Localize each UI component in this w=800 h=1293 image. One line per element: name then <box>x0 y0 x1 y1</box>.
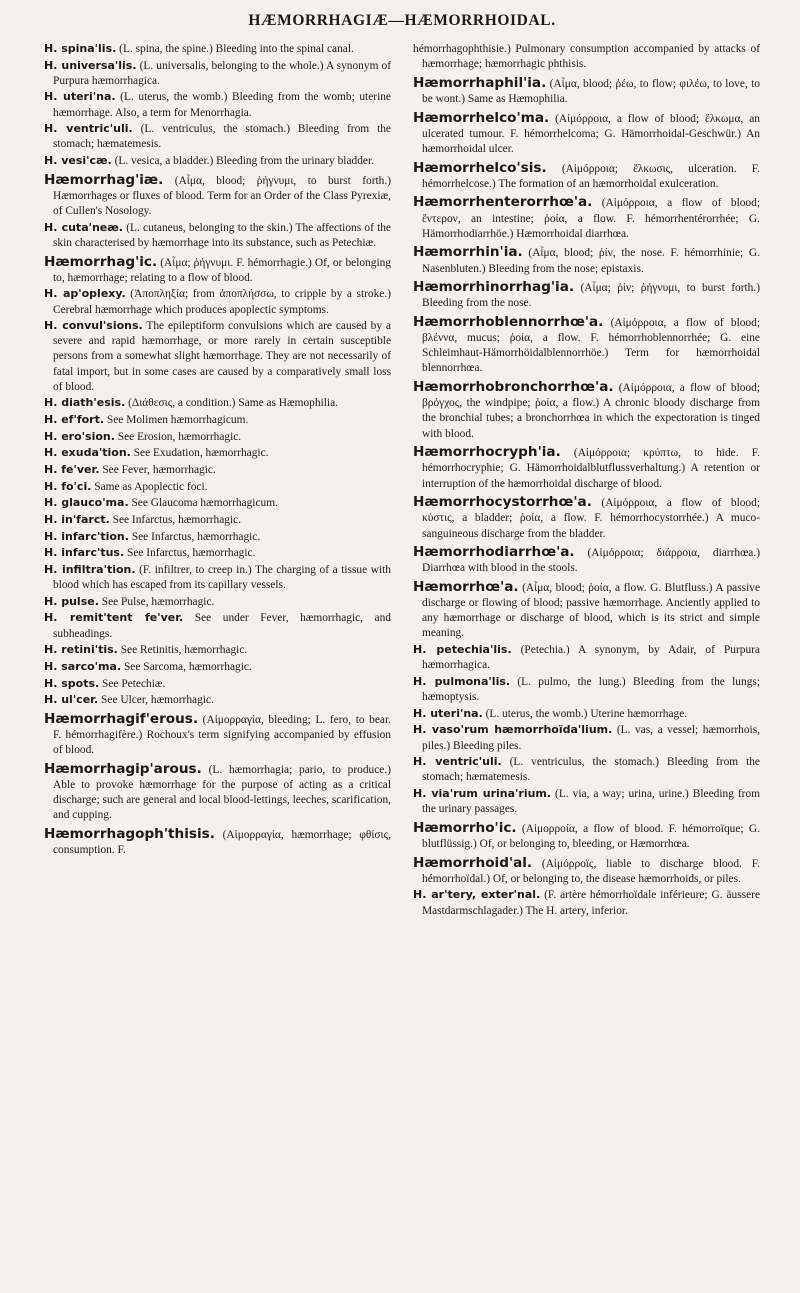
entry-headword: H. remit'tent fe'ver. <box>44 611 184 625</box>
entry-definition: (L. cutaneus, belonging to the skin.) The affections of the skin characterised by hæmorrhage into its substance, such as Petechiæ. <box>53 221 391 249</box>
dictionary-entry <box>44 221 391 251</box>
entry-definition: (Αἱμόρροια, a flow of blood; κύστις, a bladder; ῥοία, a flow. F. hémorrhocystorrhée.) A muco-sanguineous discharge from the bladder. <box>422 497 760 540</box>
entry-definition: See Glaucoma hæmorrhagicum. <box>128 497 278 510</box>
entry-headword: H. uteri'na. <box>413 706 483 720</box>
entry-headword: Hæmorrho'ic. <box>413 819 517 836</box>
dictionary-entry <box>413 723 760 753</box>
entry-headword: H. ventric'uli. <box>413 755 502 769</box>
entry-definition: (Αἷμα, blood; ῥέω, to flow; φιλέω, to love, to be wont.) Same as Hæmophilia. <box>422 77 760 105</box>
entry-headword: Hæmorrhœ'a. <box>413 579 519 595</box>
dictionary-entry <box>44 413 391 428</box>
dictionary-entry <box>413 787 760 817</box>
dictionary-entry <box>44 825 391 858</box>
dictionary-entry <box>413 819 760 852</box>
dictionary-entry <box>44 710 391 758</box>
dictionary-entry <box>44 677 391 692</box>
entry-definition: (L. uterus, the womb.) Bleeding from the womb; uterine hæmorrhage. Also, a term for Menorrhagia. <box>53 91 391 119</box>
columns <box>44 42 760 920</box>
entry-definition: (Αἱμόρροια; κρύπτω, to hide. F. hémorrhocryphie; G. Hämorrhoidalblutflussverhaltung.) A retention or interruption of the hæmorrhoidal discharge of blood. <box>422 447 760 490</box>
entry-definition: (Αἷμα; ῥίν; ῥήγνυμι, to burst forth.) Bleeding from the nose. <box>422 282 760 310</box>
entry-definition: See Fever, hæmorrhagic. <box>99 464 216 477</box>
entry-definition: (Αἷμα, blood; ῥίν, the nose. F. hémorrhinie; G. Nasenbluten.) Bleeding from the nose; epistaxis. <box>422 247 760 275</box>
entry-definition: See Petechiæ. <box>99 677 166 690</box>
entry-definition: See Erosion, hæmorrhagic. <box>114 430 242 443</box>
dictionary-entry <box>413 42 760 72</box>
entry-definition: See Ulcer, hæmorrhagic. <box>98 694 214 707</box>
dictionary-entry <box>44 42 391 57</box>
dictionary-entry <box>44 546 391 561</box>
dictionary-entry <box>44 643 391 658</box>
entry-headword: H. in'farct. <box>44 513 110 527</box>
entry-definition: (L. spina, the spine.) Bleeding into the spinal canal. <box>116 43 354 55</box>
entry-definition: (Αἷμα, blood; ῥήγνυμι, to burst forth.) Hæmorrhages or fluxes of blood. Term for an Order of the Class Pyrexiæ, of Cullen's Nosology. <box>53 174 391 218</box>
entry-definition: (Αἷμα; ῥήγνυμι. F. hémorrhagie.) Of, or belonging to, hæmorrhage; relating to a flow of blood. <box>53 256 391 284</box>
entry-definition: (Αἱμορραγία, hæmorrhage; φθίσις, consumption. F. <box>53 829 391 857</box>
entry-definition: Same as Apoplectic foci. <box>91 480 208 493</box>
entry-headword: Hæmorrhenterorrhœ'a. <box>413 194 593 211</box>
entry-definition: (L. universalis, belonging to the whole.) A synonym of Purpura hæmorrhagica. <box>53 59 391 87</box>
dictionary-entry <box>44 90 391 120</box>
dictionary-entry <box>44 463 391 478</box>
entry-definition: (L. ventriculus, the stomach.) Bleeding from the stomach; hæmatemesis. <box>53 123 391 151</box>
entry-headword: Hæmorrhinorrhag'ia. <box>413 279 575 296</box>
entry-headword: H. via'rum urina'rium. <box>413 787 552 801</box>
entry-headword: H. spina'lis. <box>44 42 117 55</box>
entry-headword: H. fo'ci. <box>44 479 92 493</box>
left-column <box>44 42 391 920</box>
dictionary-entry <box>413 854 760 887</box>
entry-definition: See Pulse, hæmorrhagic. <box>98 595 215 608</box>
entry-headword: H. pulse. <box>44 594 99 608</box>
entry-definition: (Αἱμόρροϊς, liable to discharge blood. F. hémorrhoïdal.) Of, or belonging to, the disease hæmorrhoids, or piles. <box>422 857 760 885</box>
entry-definition: (F. infiltrer, to creep in.) The charging of a tissue with blood which has escaped from its capillary vessels. <box>53 564 391 592</box>
dictionary-entry <box>44 171 391 219</box>
entry-headword: H. ul'cer. <box>44 693 99 707</box>
dictionary-entry <box>44 253 391 286</box>
entry-headword: H. convul'sions. <box>44 319 143 333</box>
right-column <box>413 42 760 920</box>
dictionary-entry <box>413 313 760 377</box>
dictionary-entry <box>413 888 760 918</box>
entry-headword: H. glauco'ma. <box>44 496 129 510</box>
dictionary-entry <box>413 543 760 576</box>
entry-definition: (Αἱμόρροια; ἕλκωσις, ulceration. F. hémorrhelcose.) The formation of an hæmorrhoidal exulceration. <box>422 162 760 190</box>
dictionary-entry <box>44 563 391 593</box>
running-head: HÆMORRHAGIÆ—HÆMORRHOIDAL. <box>248 12 556 29</box>
entry-definition: (L. via, a way; urina, urine.) Bleeding from the urinary passages. <box>422 788 761 816</box>
entry-definition: (F. artère hémorrhoïdale inférieure; G. äussere Mastdarmschlagader.) The H. artery, inferior. <box>422 889 760 917</box>
dictionary-entry <box>413 675 760 705</box>
entry-definition: The epileptiform convulsions which are caused by a severe and rapid hæmorrhage, or more rarely in certain susceptible persons from a somewhat slight hæmorrhage. They are not necessarily of fatal import, but in some cases are caused by a comparatively small loss of blood. <box>53 320 391 393</box>
entry-headword: Hæmorrhagoph'thisis. <box>44 826 215 842</box>
entry-headword: Hæmorrhin'ia. <box>413 244 523 261</box>
entry-definition: (Αἱμόρροια, a flow of blood; βρόγχος, the windpipe; ῥοία, a flow.) A chronic bloody discharge from the bronchial tubes; a bronchorrhœa in which the expectoration is tinged with blood. <box>422 382 760 440</box>
entry-definition: (L. vas, a vessel; hæmorrhois, piles.) Bleeding piles. <box>422 724 760 752</box>
entry-definition: See Infarctus, hæmorrhagic. <box>128 530 261 543</box>
dictionary-entry <box>413 193 760 241</box>
entry-definition: (Petechia.) A synonym, by Adair, of Purpura hæmorrhagica. <box>422 644 760 672</box>
entry-definition: (Αἱμόρροια, a flow of blood; ἔντερον, an intestine; ῥοία, a flow. F. hémorrhentérorrhée; G. Hämorrhodiarrhöe.) Hæmorrhoidal diarrhœa. <box>422 197 760 240</box>
entry-definition: (L. vesica, a bladder.) Bleeding from the urinary bladder. <box>111 155 374 168</box>
entry-headword: H. cuta'neæ. <box>44 220 123 234</box>
dictionary-entry <box>413 578 760 642</box>
entry-definition: (Αἱμόρροια, a flow of blood; βλέννα, mucus; ῥοία, a flow. F. hémorrhoblennorrhée; G. eine Schleimhaut-Hämorrhöidalblennorrhöe.) Term for hæmorrhoidal blennorrhœa. <box>422 317 760 375</box>
entry-headword: H. ar'tery, exter'nal. <box>413 888 541 902</box>
dictionary-entry <box>44 530 391 545</box>
entry-definition: (Αἱμόρροια; διάρροια, diarrhœa.) Diarrhœa with blood in the stools. <box>422 547 760 575</box>
dictionary-entry <box>413 159 760 192</box>
dictionary-entry <box>413 443 760 491</box>
entry-headword: Hæmorrhagif'erous. <box>44 710 199 727</box>
entry-headword: H. exuda'tion. <box>44 446 131 460</box>
entry-headword: H. sarco'ma. <box>44 659 122 673</box>
dictionary-entry <box>44 154 391 169</box>
entry-definition: (Αἷμα, blood; ῥοία, a flow. G. Blutfluss.) A passive discharge or flowing of blood; passive hæmorrhage. Anciently applied to any hæmorrhage or discharge of blood, which is its strict and simple meaning. <box>422 582 760 640</box>
entry-headword: H. ventric'uli. <box>44 122 133 136</box>
entry-definition: (Αἱμορραγία, bleeding; L. fero, to bear. F. hémorrhagifère.) Rochoux's term signifying accompanied by effusion of blood. <box>53 713 391 757</box>
dictionary-entry <box>413 493 760 541</box>
entry-definition: See Infarctus, hæmorrhagic. <box>109 514 242 527</box>
entry-headword: H. vesi'cæ. <box>44 154 112 168</box>
dictionary-entry <box>44 319 391 395</box>
entry-headword: H. retini'tis. <box>44 643 118 657</box>
dictionary-entry <box>44 287 391 317</box>
entry-headword: H. fe'ver. <box>44 463 100 477</box>
entry-headword: H. infarc'tus. <box>44 546 125 560</box>
dictionary-entry <box>44 693 391 708</box>
entry-headword: Hæmorrhag'ic. <box>44 253 158 270</box>
dictionary-entry <box>413 109 760 157</box>
entry-headword: H. uteri'na. <box>44 90 116 104</box>
entry-headword: H. infiltra'tion. <box>44 563 136 576</box>
dictionary-entry <box>44 122 391 152</box>
entry-headword: H. pulmona'lis. <box>413 674 511 688</box>
dictionary-entry <box>44 595 391 610</box>
entry-headword: Hæmorrhag'iæ. <box>44 171 164 188</box>
dictionary-entry <box>413 243 760 276</box>
entry-headword: Hæmorrhodiarrhœ'a. <box>413 544 575 561</box>
entry-headword: Hæmorrhaphil'ia. <box>413 74 547 91</box>
entry-headword: Hæmorrhelco'ma. <box>413 109 550 126</box>
entry-definition: See under Fever, hæmorrhagic, and subheadings. <box>53 612 391 640</box>
dictionary-entry <box>44 513 391 528</box>
dictionary-entry <box>413 643 760 673</box>
dictionary-entry <box>413 707 760 722</box>
entry-headword: Hæmorrhoid'al. <box>413 854 533 871</box>
dictionary-entry <box>44 660 391 675</box>
entry-definition: (L. hæmorrhagia; pario, to produce.) Able to provoke hæmorrhage for the purpose of acting as a critical discharge; such are general and local blood-lettings, leeches, scarification, and cupping. <box>53 763 391 822</box>
dictionary-entry <box>413 378 760 442</box>
entry-headword: H. spots. <box>44 676 100 690</box>
entry-definition: (L. pulmo, the lung.) Bleeding from the lungs; hæmoptysis. <box>422 675 760 704</box>
entry-headword: H. petechia'lis. <box>413 643 512 657</box>
dictionary-entry <box>413 74 760 107</box>
entry-definition: (L. uterus, the womb.) Uterine hæmorrhage. <box>482 707 688 720</box>
entry-headword: H. universa'lis. <box>44 58 137 72</box>
dictionary-entry <box>413 278 760 311</box>
entry-definition: (L. ventriculus, the stomach.) Bleeding from the stomach; hæmatemesis. <box>422 756 760 784</box>
entry-headword: Hæmorrhoblennorrhœ'a. <box>413 314 604 330</box>
dictionary-entry <box>44 59 391 89</box>
dictionary-entry <box>413 755 760 785</box>
entry-definition: (Αἱμόρροια, a flow of blood; ἕλκωμα, an ulcerated tumour. F. hémorrhelcoma; G. Hämorrhoidal-Geschwür.) An hæmorrhoidal ulcer. <box>422 112 760 155</box>
entry-definition: See Sarcoma, hæmorrhagic. <box>121 660 252 673</box>
dictionary-entry <box>44 480 391 495</box>
entry-headword: Hæmorrhelco'sis. <box>413 159 547 176</box>
entry-headword: H. ero'sion. <box>44 429 115 443</box>
entry-definition: See Infarctus, hæmorrhagic. <box>124 547 256 560</box>
dictionary-entry <box>44 396 391 411</box>
entry-headword: H. infarc'tion. <box>44 529 129 543</box>
entry-definition: hémorrhagophthisie.) Pulmonary consumption accompanied by attacks of hæmorrhage; hæmorrhagic phthisis. <box>413 43 760 71</box>
entry-definition: (Αἱμορροία, a flow of blood. F. hémorroïque; G. blutflüssig.) Of, or belonging to, bleeding, or Hæmorrhœa. <box>422 822 760 850</box>
entry-definition: (Ἀποπληξία; from ἀποπλήσσω, to cripple by a stroke.) Cerebral hæmorrhage which produces apoplectic symptoms. <box>53 288 391 316</box>
entry-headword: H. ap'oplexy. <box>44 287 126 301</box>
dictionary-entry <box>44 611 391 641</box>
dictionary-entry <box>44 430 391 445</box>
entry-headword: H. ef'fort. <box>44 413 105 427</box>
dictionary-entry <box>44 446 391 461</box>
entry-definition: See Molimen hæmorrhagicum. <box>104 414 249 427</box>
entry-headword: Hæmorrhobronchorrhœ'a. <box>413 379 614 396</box>
entry-definition: See Retinitis, hæmorrhagic. <box>117 644 248 657</box>
entry-headword: Hæmorrhocryph'ia. <box>413 444 561 461</box>
entry-headword: H. diath'esis. <box>44 396 126 410</box>
entry-headword: Hæmorrhocystorrhœ'a. <box>413 494 592 511</box>
entry-definition: See Exudation, hæmorrhagic. <box>130 447 269 460</box>
dictionary-entry <box>44 760 391 824</box>
dictionary-entry <box>44 496 391 511</box>
entry-headword: H. vaso'rum hæmorrhoïda'lium. <box>413 723 613 737</box>
entry-headword: Hæmorrhagip'arous. <box>44 760 202 777</box>
entry-definition: (Διάθεσις, a condition.) Same as Hæmophilia. <box>125 397 338 410</box>
